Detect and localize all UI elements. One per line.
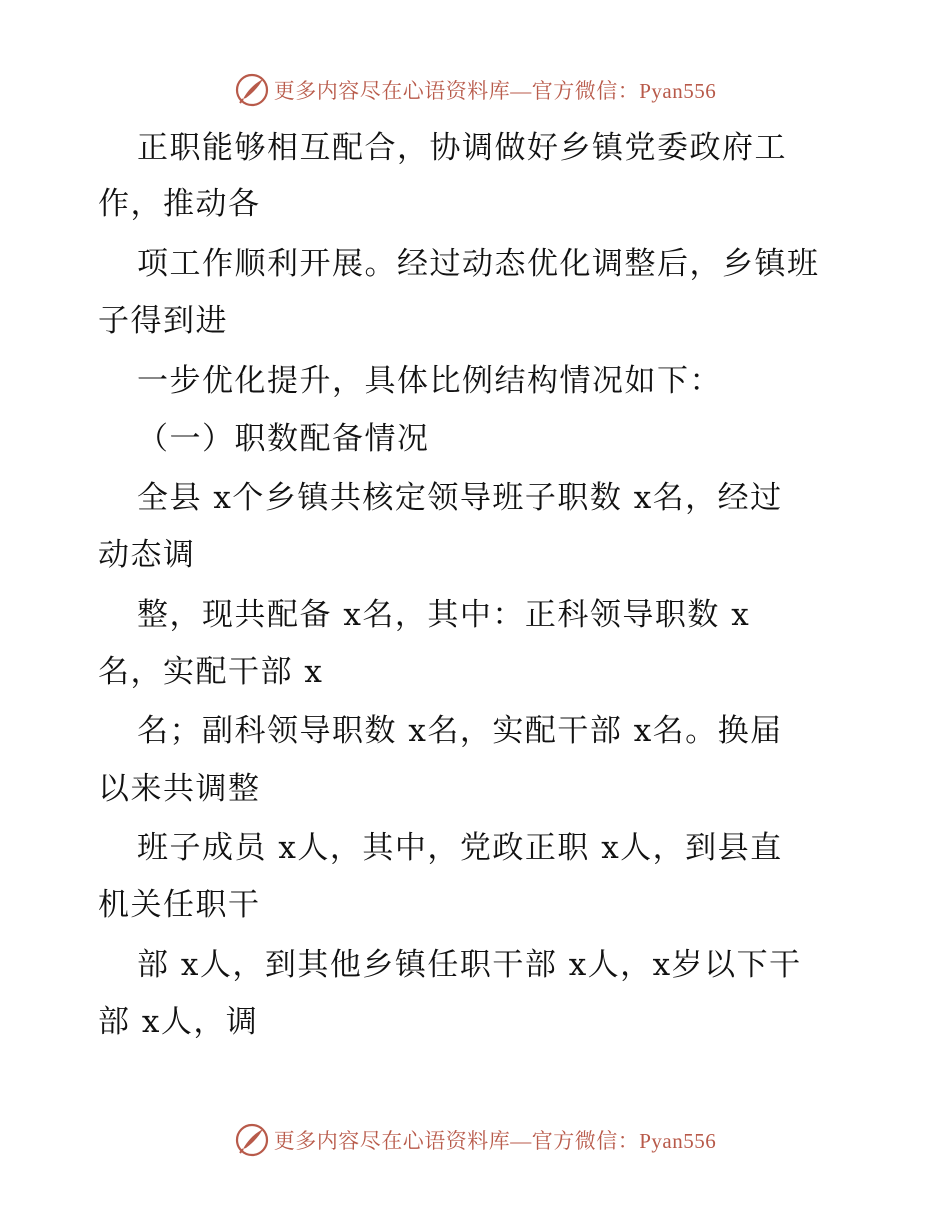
text-line: 全县 x个乡镇共核定领导班子职数 x名，经过 xyxy=(137,480,783,516)
text-line: 动态调 xyxy=(98,537,196,573)
text-line: 作，推动各 xyxy=(98,186,261,222)
text-line: 部 x人，到其他乡镇任职干部 x人，x岁以下干 xyxy=(137,947,802,983)
text-line: 机关任职干 xyxy=(98,887,261,923)
text-line: 一步优化提升，具体比例结构情况如下： xyxy=(137,363,722,399)
quill-pen-logo-icon xyxy=(234,72,270,108)
text-line: 正职能够相互配合，协调做好乡镇党委政府工 xyxy=(137,130,787,166)
footer-banner-text: 更多内容尽在心语资料库—官方微信：Pyan556 xyxy=(273,1129,717,1153)
footer-banner xyxy=(0,1120,950,1160)
text-line: 项工作顺利开展。经过动态优化调整后，乡镇班 xyxy=(137,246,820,282)
section-heading: （一）职数配备情况 xyxy=(137,421,430,457)
text-line: 名；副科领导职数 x名，实配干部 x名。换届 xyxy=(137,713,783,749)
text-line: 班子成员 x人，其中，党政正职 x人，到县直 xyxy=(137,830,783,866)
header-banner-text: 更多内容尽在心语资料库—官方微信：Pyan556 xyxy=(273,79,717,103)
text-line: 整，现共配备 x名，其中：正科领导职数 x xyxy=(137,597,751,633)
text-line: 以来共调整 xyxy=(98,771,261,807)
text-line: 名，实配干部 x xyxy=(98,654,324,690)
header-banner xyxy=(0,70,950,110)
text-line: 部 x人，调 xyxy=(98,1004,259,1040)
quill-pen-logo-icon xyxy=(234,1122,270,1158)
text-line: 子得到进 xyxy=(98,303,228,339)
